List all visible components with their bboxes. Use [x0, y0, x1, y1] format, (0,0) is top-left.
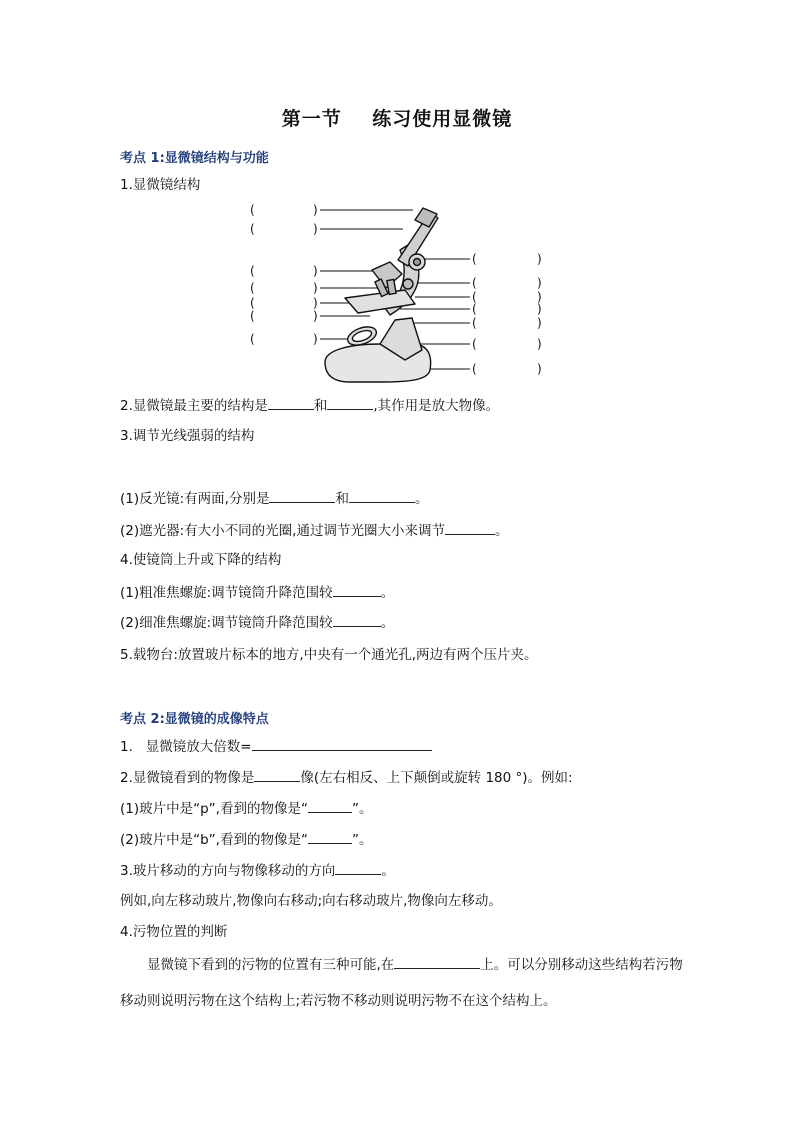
- answer-blank-main-structure-2[interactable]: [327, 396, 373, 410]
- s1-item4-2-text-b: 。: [380, 615, 395, 631]
- s1-item3-2-text-b: 。: [494, 523, 509, 539]
- label-right-1-open: (: [472, 252, 477, 266]
- label-left-4-close: ): [313, 281, 318, 295]
- microscope-diagram: [240, 200, 560, 390]
- s2-item2-text-a: 2.显微镜看到的物像是: [120, 770, 255, 786]
- s1-item2-text-b: 和: [313, 398, 328, 414]
- answer-blank-image-type[interactable]: [254, 768, 300, 782]
- label-right-6-open: (: [472, 337, 477, 351]
- section2-heading: 考点 2:显微镜的成像特点: [120, 712, 269, 727]
- s2-paragraph-text-b: 上。可以分别移动这些结构若污物移动则说明污物在这个结构上;若污物不移动则说明污物不在这个结构上。: [120, 957, 683, 1009]
- answer-blank-move-direction[interactable]: [335, 861, 381, 875]
- s1-item4-2-text-a: (2)细准焦螺旋:调节镜筒升降范围较: [120, 615, 333, 631]
- s2-item3: [120, 861, 395, 880]
- s2-item2-1-text-b: ”。: [351, 801, 373, 817]
- s1-item4-1-text-b: 。: [380, 585, 395, 601]
- s2-item1-text: 1. 显微镜放大倍数=: [120, 739, 252, 755]
- label-right-1-close: ): [537, 252, 542, 266]
- label-right-4-open: (: [472, 302, 477, 316]
- s1-item3-1-text-a: (1)反光镜:有两面,分别是: [120, 491, 270, 507]
- label-left-2-close: ): [313, 222, 318, 236]
- label-left-6-close: ): [313, 309, 318, 323]
- answer-blank-diaphragm[interactable]: [445, 521, 495, 535]
- label-left-3-open: (: [250, 264, 255, 278]
- label-left-1-open: (: [250, 203, 255, 217]
- s2-paragraph: [120, 947, 690, 1019]
- section1-heading: 考点 1:显微镜结构与功能: [120, 151, 269, 166]
- label-right-2-close: ): [537, 276, 542, 290]
- answer-blank-magnification[interactable]: [252, 737, 432, 751]
- label-left-5-open: (: [250, 296, 255, 310]
- s2-item3-text-b: 。: [381, 863, 395, 879]
- s1-item5: 5.载物台:放置玻片标本的地方,中央有一个通光孔,两边有两个压片夹。: [120, 647, 538, 663]
- answer-blank-mirror-side-1[interactable]: [269, 489, 335, 503]
- s2-item2: [120, 768, 573, 787]
- label-left-4-open: (: [250, 281, 255, 295]
- s2-item2-2-text-a: (2)玻片中是“b”,看到的物像是“: [120, 832, 308, 848]
- label-left-3-close: ): [313, 264, 318, 278]
- label-left-7-close: ): [313, 332, 318, 346]
- label-left-7-open: (: [250, 332, 255, 346]
- answer-blank-b-image[interactable]: [308, 830, 352, 844]
- label-right-5-open: (: [472, 316, 477, 330]
- label-right-6-close: ): [537, 337, 542, 351]
- answer-blank-mirror-side-2[interactable]: [349, 489, 415, 503]
- label-left-5-close: ): [313, 296, 318, 310]
- page-title: 第一节 练习使用显微镜: [281, 108, 513, 130]
- s1-item3: 3.调节光线强弱的结构: [120, 428, 255, 444]
- s1-item3-1: [120, 489, 428, 508]
- label-right-3-close: ): [537, 290, 542, 304]
- label-right-3-open: (: [472, 290, 477, 304]
- label-left-6-open: (: [250, 309, 255, 323]
- answer-blank-fine-focus[interactable]: [333, 613, 381, 627]
- s1-item3-2: [120, 521, 508, 540]
- s2-item4: 4.污物位置的判断: [120, 924, 228, 940]
- s2-item2-text-b: 像(左右相反、上下颠倒或旋转 180 °)。例如:: [300, 770, 573, 786]
- s2-item2-2-text-b: ”。: [351, 832, 373, 848]
- s1-item4-1-text-a: (1)粗准焦螺旋:调节镜筒升降范围较: [120, 585, 333, 601]
- label-right-7-open: (: [472, 362, 477, 376]
- s2-item2-1-text-a: (1)玻片中是“p”,看到的物像是“: [120, 801, 308, 817]
- label-right-2-open: (: [472, 276, 477, 290]
- s1-item1: 1.显微镜结构: [120, 177, 201, 193]
- label-left-2-open: (: [250, 222, 255, 236]
- s1-item2-text-a: 2.显微镜最主要的结构是: [120, 398, 268, 414]
- s1-item3-2-text-a: (2)遮光器:有大小不同的光圈,通过调节光圈大小来调节: [120, 523, 445, 539]
- label-right-7-close: ): [537, 362, 542, 376]
- s2-paragraph-text-a: 显微镜下看到的污物的位置有三种可能,在: [147, 957, 395, 973]
- s1-item2: [120, 396, 499, 415]
- answer-blank-coarse-focus[interactable]: [333, 583, 381, 597]
- label-right-4-close: ): [537, 302, 542, 316]
- s1-item2-text-c: ,其作用是放大物像。: [373, 398, 500, 414]
- s2-example: 例如,向左移动玻片,物像向右移动;向右移动玻片,物像向左移动。: [120, 893, 502, 909]
- s1-item4-2: [120, 613, 394, 632]
- answer-blank-p-image[interactable]: [308, 799, 352, 813]
- s1-item4-1: [120, 583, 394, 602]
- label-right-5-close: ): [537, 316, 542, 330]
- s2-item2-2: [120, 830, 372, 849]
- s2-item3-text-a: 3.玻片移动的方向与物像移动的方向: [120, 863, 336, 879]
- label-left-1-close: ): [313, 203, 318, 217]
- s1-item3-1-text-b: 和: [335, 491, 349, 507]
- s2-item2-1: [120, 799, 372, 818]
- s1-item3-1-text-c: 。: [414, 491, 429, 507]
- answer-blank-dirt-location[interactable]: [394, 955, 480, 969]
- s2-item1: [120, 737, 432, 756]
- answer-blank-main-structure-1[interactable]: [268, 396, 314, 410]
- s1-item4: 4.使镜筒上升或下降的结构: [120, 552, 282, 568]
